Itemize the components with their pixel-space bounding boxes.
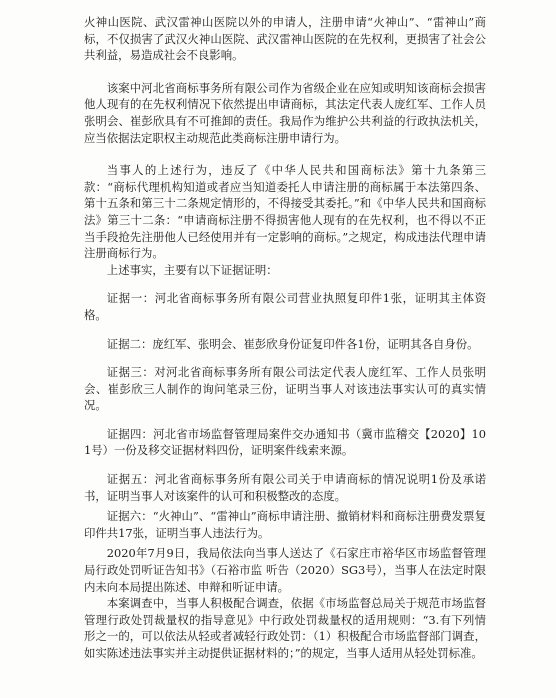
paragraph-violation: 当事人的上述行为，违反了《中华人民共和国商标法》第十九条第三款：“商标代理机构知道或者应当知道委托人申请注册的商标属于本法第四条、第十五条和第三十二条规定情形的，不得接受其委托。”和《中华人民共和国商标法》第三十二条：“申请商标注册不得损害他人现有的在先权利，也不得以不正当手段抢先注册他人已经使用并有一定影响的商标。”之规定，构成违法代理申请注册商标行为。 [84,163,486,261]
paragraph-evidence-5: 证据五：河北省商标事务所有限公司关于申请商标的情况说明1份及承诺书，证明当事人对该案件的认可和积极整改的态度。 [84,472,486,503]
paragraph-evidence-2: 证据二：庞红军、张明会、崔彭欣身份证复印件各1份，证明其各自身份。 [106,336,479,351]
paragraph-evidence-intro: 上述事实，主要有以下证据证明： [106,262,278,277]
paragraph-evidence-3: 证据三：对河北省商标事务所有限公司法定代表人庞红军、工作人员张明会、崔彭欣三人制作的询问笔录三份，证明当事人对该违法事实认可的真实情况。 [84,365,486,413]
paragraph-hearing-notice: 2020年7月9日，我局依法向当事人送达了《石家庄市裕华区市场监督管理局行政处罚听证告知书》（石裕市监 听告（2020）SG3号），当事人在法定时限内未向本局提出陈述、申辩和听证申请。 [84,546,486,594]
paragraph-penalty-basis: 本案调查中，当事人积极配合调查，依据《市场监督总局关于规范市场监督管理行政处罚裁量权的指导意见》中行政处罚裁量权的适用规则：“3.有下列情形之一的，可以依法从轻或者减轻行政处罚：（1）积极配合市场监督部门调查，如实陈述违法事实并主动提供证据材料的；”的规定，当事人适用从轻处罚标准。 [84,596,486,660]
paragraph-evidence-1: 证据一：河北省商标事务所有限公司营业执照复印件1张，证明其主体资格。 [84,291,486,322]
paragraph-evidence-4: 证据四：河北省市场监督管理局案件交办通知书（冀市监稽交【2020】101号）一份及移交证据材料四份，证明案件线索来源。 [84,426,486,458]
paragraph-liability: 该案中河北省商标事务所有限公司作为省级企业在应知或明知该商标会损害他人现有的在先权利情况下依然提出申请商标，其法定代表人庞红军、工作人员张明会、崔彭欣具有不可推卸的责任。我局作为维护公共利益的行政执法机关，应当依据法定职权主动规范此类商标注册申请行为。 [84,80,486,145]
paragraph-intro: 火神山医院、武汉雷神山医院以外的申请人，注册申请“火神山”、“雷神山”商标，不仅损害了武汉火神山医院、武汉雷神山医院的在先权利，更损害了社会公共利益，易造成社会不良影响。 [84,15,486,63]
paragraph-evidence-6: 证据六：“火神山”、“雷神山”商标申请注册、撤销材料和商标注册费发票复印件共17张，证明当事人违法行为。 [84,509,486,540]
